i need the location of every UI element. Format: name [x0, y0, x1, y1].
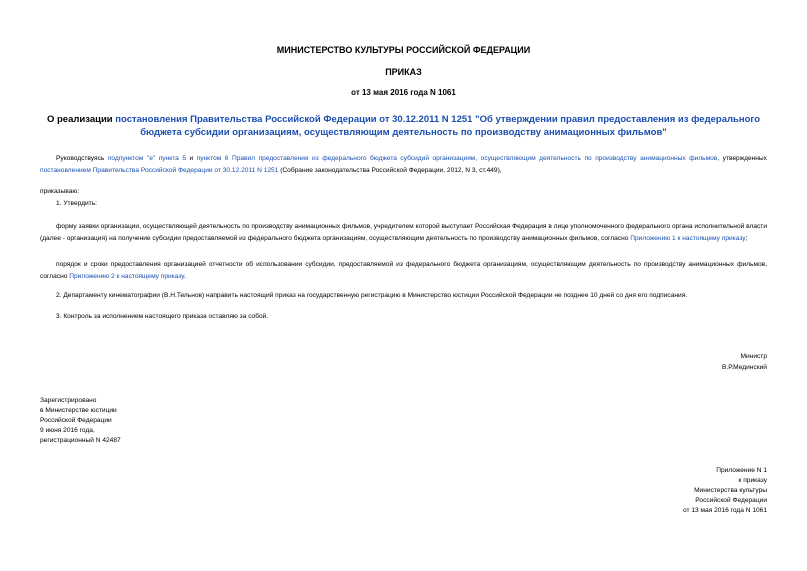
appendix-1-link[interactable]: Приложению 1 к настоящему приказу: [630, 234, 746, 242]
item-2: 2. Департаменту кинематографии (В.Н.Тельнов) направить настоящий приказ на государственную регистрацию в Министерство юстиции Российской Федерации не позднее 10 дней со дня его подписания.: [56, 292, 688, 299]
ministry-name: МИНИСТЕРСТВО КУЛЬТУРЫ РОССИЙСКОЙ ФЕДЕРАЦИИ: [276, 45, 531, 55]
preamble-paragraph: [40, 153, 767, 176]
order-date-number: от 13 мая 2016 года N 1061: [351, 88, 456, 97]
signature-block: [600, 351, 767, 373]
signature-name: В.Р.Мединский: [721, 364, 767, 371]
preamble-text-2: и: [185, 155, 197, 162]
document-type: ПРИКАЗ: [385, 67, 422, 77]
subparagraph-link[interactable]: подпунктом "е" пункта 5: [107, 155, 186, 162]
preamble-text-3: , утвержденных: [717, 155, 767, 162]
preamble-text-1: Руководствуясь: [56, 155, 108, 162]
appendix-header: [600, 466, 767, 516]
registration-line: Российской Федерации: [40, 417, 112, 424]
appendix-line: к приказу: [738, 477, 767, 484]
rules-paragraph-link[interactable]: пунктом 6 Правил предоставления из федерального бюджета субсидий организациям, осуществляющим деятельность по производству анимационных фильмов: [196, 155, 718, 162]
appendix-line: Приложение N 1: [716, 467, 767, 474]
registration-block: [40, 396, 240, 446]
registration-line: в Министерстве юстиции: [40, 407, 117, 414]
orders-text: приказываю:: [40, 188, 80, 195]
title-prefix: О реализации: [46, 114, 116, 125]
registration-line: регистрационный N 42487: [40, 437, 121, 444]
appendix-2-link[interactable]: Приложению 2 к настоящему приказу: [69, 272, 184, 280]
registration-line: 9 июня 2016 года,: [40, 427, 95, 434]
appendix-line: Министерства культуры: [694, 487, 767, 494]
government-resolution-link[interactable]: постановлением Правительства Российской Федерации от 30.12.2011 N 1251: [40, 166, 279, 174]
procedure-paragraph: [40, 259, 767, 282]
title-resolution-link[interactable]: постановления Правительства Российской Федерации от 30.12.2011 N 1251 "Об утверждении правил предоставления из федерального бюджета субсидии организациям, осуществляющим деятельность по производству анимационных фильмов": [115, 114, 761, 138]
procedure-end: .: [183, 272, 186, 280]
form-end: ;: [745, 234, 748, 242]
appendix-line: Российской Федерации: [695, 497, 767, 504]
item-3: 3. Контроль за исполнением настоящего приказа оставляю за собой.: [56, 313, 269, 320]
appendix-line: от 13 мая 2016 года N 1061: [682, 507, 767, 514]
form-paragraph: [40, 221, 767, 244]
preamble-text-4: (Собрание законодательства Российской Федерации, 2012, N 3, ст.449),: [278, 166, 502, 174]
document-title: [40, 113, 767, 139]
item-1: 1. Утвердить:: [56, 200, 97, 207]
registration-line: Зарегистрировано: [40, 397, 97, 404]
signature-role: Министр: [740, 353, 767, 360]
form-text: форму заявки организации, осуществляющей деятельность по производству анимационных фильмов, учредителем которой выступает Российская Федерация в лице уполномоченного федерального органа исполнительной власти (далее - организация) на получение субсидии предоставляемой из федерального бюджета организациям, осуществляющим деятельность по производству анимационных фильмов, согласно: [40, 223, 767, 242]
procedure-text: порядок и сроки предоставления организацией отчетности об использовании субсидии, предоставляемой из федерального бюджета организациям, осуществляющим деятельность по производству анимационных фильмов, согласно: [40, 261, 767, 280]
